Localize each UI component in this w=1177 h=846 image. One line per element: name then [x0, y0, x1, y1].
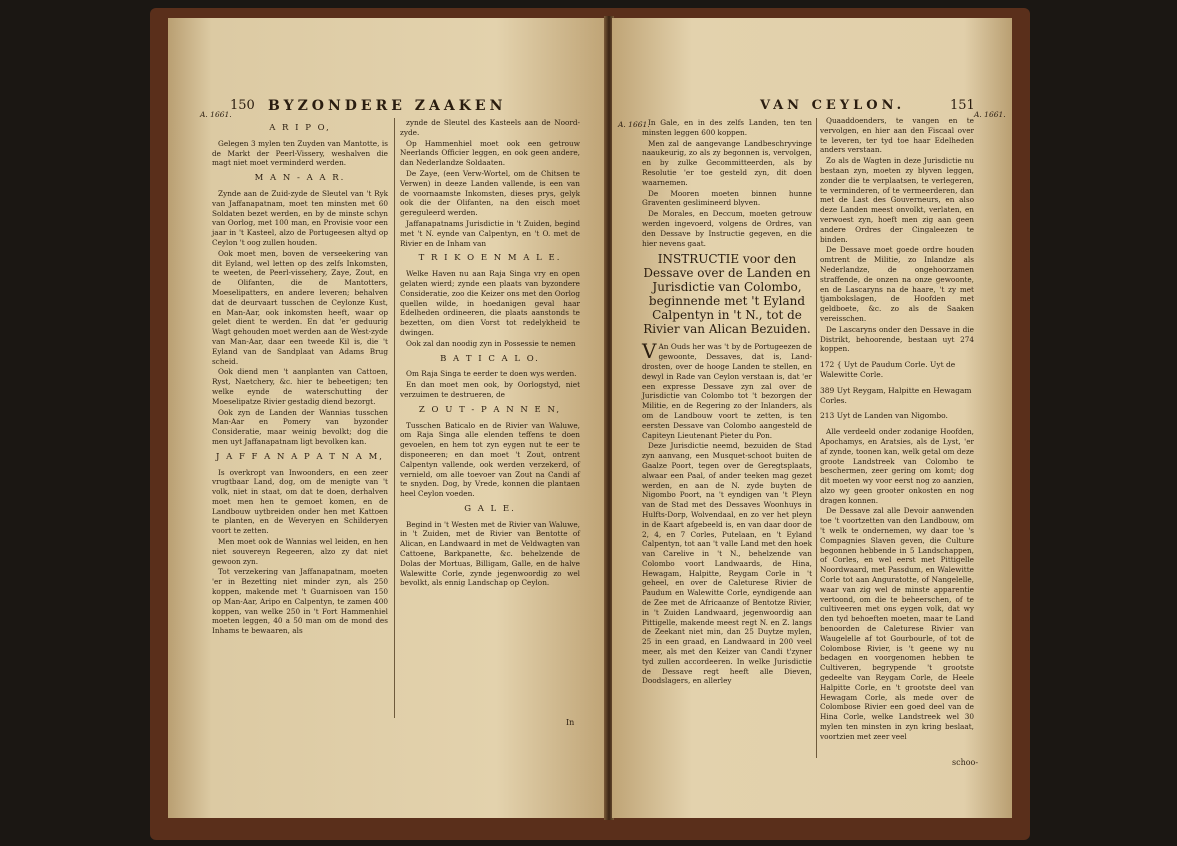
list-item: 213 Uyt de Landen van Nigombo. [820, 411, 948, 421]
section-heading: J A F F A N A P A T N A M, [216, 451, 384, 462]
column-divider-right [816, 118, 817, 758]
paragraph: Ook zal dan noodig zyn in Possessie te nemen [406, 338, 576, 348]
section-heading: M A N - A A R. [254, 173, 346, 184]
list-item: 172 { Uyt de Paudum Corle. Uyt de Walewitte Corle. [820, 360, 956, 379]
paragraph: zynde de Sleutel des Kasteels aan de Noord-zyde. [400, 118, 580, 137]
right-page-header: VAN CEYLON. [760, 98, 906, 113]
right-column-1 [642, 118, 812, 687]
right-year-note-left: A. 1661. [618, 120, 650, 129]
paragraph: Alle verdeeld onder zodanige Hoofden, Apochamys, en Aratsies, als de Lyst, 'er af zynde, toonen kan, welk getal om deze groote Landstreek van Colombo te beschermen, zeer gering om komt; dog dit moeten wy voor eerst nog zo aanzien, alzo wy geen grooter onkosten en nog dragen konnen. [820, 427, 974, 505]
left-page-header: BYZONDERE ZAAKEN [268, 98, 507, 114]
left-column-2 [400, 118, 580, 589]
paragraph: Welke Haven nu aan Raja Singa vry en open gelaten wierd; zynde een plaats van byzondere Consideratie, zoo die Keizer ons met den Oorlog quellen wilde, in hoedanigen geval haar Edelheden ordineeren, die plaats aanstonds te bezetten, om dien Vorst tot redelykheid te dwingen. [400, 269, 580, 337]
paragraph-text: An Ouds her was 't by de Portugeezen de gewoonte, Dessaves, dat is, Land-drosten, over de hooge Landen te stellen, en dewyl in Rade van Ceylon verstaan is, dat 'er een expresse Dessave zyn zal over de Jurisdictie van Colombo tot 't bezorgen der Militie, en de Regering zo der Inlanders, als om de Landbouw voort te zetten, is ten eersten Dessave van Colombo aangesteld de Capiteyn Lieutenant Pieter du Pon. [642, 342, 812, 440]
section-heading: G A L E. [464, 503, 516, 514]
section-heading: A R I P O, [269, 123, 331, 133]
drop-cap: V [642, 339, 657, 364]
left-page [168, 18, 606, 818]
left-catchword: In [566, 718, 575, 727]
paragraph: Ook diend men 't aanplanten van Cattoen, Ryst, Naetchery, &c. hier te bebeetigen; ten welke eynde de waterschutting der Moeselipatze Rivier gestadig diend bezorgt. [212, 367, 388, 406]
list-item: 389 Uyt Reygam, Halpitte en Hewagam Corles. [820, 385, 972, 405]
paragraph: Tusschen Baticalo en de Rivier van Waluwe, om Raja Singa alle elenden teffens te doen gevoelen, en hem tot zyn eygen nut te eer te disponeeren; en dan moet 't Zout, ontrent Calpentyn vallende, ook werden verzekerd, of vernield, om alle toevoer van Zout na Candi af te snyden. Dog, by Vrede, konnen die plantaen heel Ceylon voeden. [400, 420, 580, 499]
paragraph: Gelegen 3 mylen ten Zuyden van Mantotte, is de Markt der Peerl-Vissery, weshalven die magt niet moet verminderd werden. [212, 138, 388, 168]
instruction-title: INSTRUCTIE voor den Dessave over de Landen en Jurisdictie van Colombo, beginnende met 't Eyland Calpentyn in 't N., tot de Rivier van Alican Bezuiden. [643, 252, 811, 337]
paragraph: Deze Jurisdictie neemd, bezuiden de Stad zyn aanvang, een Musquet-schoot buiten de Gaalze Poort, tegen over de Geregtsplaats, alwaar een Paal, of ander teeken mag gezet werden, en aan de N. zyde buyten de Nigombo Poort, na 't eyndigen van 't Pleyn van de Stad met des Dessaves Woonhuys in Hulfts-Dorp, Wolvendaal, en zo ver het pleyn in de Kaart afgebeeld is, en van daar door de 2, 4, en 7 Corles, Putelaan, en 't Eyland Calpentyn, tot aan 't valle Land met den hoek van Carelive in 't N., behelzende van Colombo voort Landwaards, de Hina, Hewagam, Halpitte, Reygam Corle in 't geheel, en over de Caleturese Rivier de Paudum en Walewitte Corle, eyndigende aan de Zee met de Africaanze of Bentotze Rivier, in 't Zuiden Landwaard, jegenwoordig aan Pittigelle, makende meest regt N. en Z. langs de Zeekant niet min, dan 25 Duytze mylen, 25 in een graad, en Landwaard in 200 veel meer, als met den Keizer van Candi t'zyner tyd zullen accordeeren. In welke Jurisdictie de Dessave regt heeft alle Dieven, Doodslagers, en allerley [642, 441, 812, 686]
paragraph: De Morales, en Deccum, moeten getrouw werden ingevoerd, volgens de Ordres, van den Dessave by Instructie gegeven, en die hier nevens gaat. [642, 209, 812, 248]
paragraph: De Dessave zal alle Devoir aanwenden toe 't voortzetten van den Landbouw, om 't welk te ondernemen, wy daar toe 's Compagnies Slaven geven, die Culture begonnen hebbende in 5 Landschappen, of Corles, en wel eerst met Pittigelle Noordwaard, met Passdum, en Walewitte Corle tot aan Anguratotte, of Nangelelle, waar van zig wel de minste apparentie vertoond, om die te beheerschen, of te cultiveeren met ons eygen volk, dat wy den tyd behoeften moeten, maar te Land benoorden de Caleturese Rivier van Waugelelle af tot Gourbourle, of tot de Colombose Rivier, is 't geene wy nu bedagen en voorgenomen hebben te Cultiveren, begrypende 't grootste gedeelte van Reygam Corle, de Heele Halpitte Corle, en 't grootste deel van Hewagam Corle, als mede over de Colombose Rivier een goed deel van de Hina Corle, welke Landstreek wel 30 mylen ten minsten in zyn kring beslaat, voortzien met zeer veel [820, 506, 974, 741]
paragraph: Men zal de aangevange Landbeschryvinge naaukeurig, zo als zy begonnen is, vervolgen, en by zulke Gecommitteerden, als by Resolutie 'er toe gesteld zyn, dit doen waarnemen. [642, 138, 812, 187]
paragraph: Zynde aan de Zuid-zyde de Sleutel van 't Ryk van Jaffanapatnam, moet ten minsten met 60 Soldaten bezet werden, en by de minste schyn van Oorlog, met 100 man, en Provisie voor een jaar in 't Kasteel, alzo de Portugeesen altyd op Ceylon 't oog zullen houden. [212, 188, 388, 247]
paragraph: Begind in 't Westen met de Rivier van Waluwe, in 't Zuiden, met de Rivier van Bentotte of Alican, en Landwaard in met de Veldwagten van Cattoene, Barkpanette, &c. behelzende de Dolas der Mortuas, Billigam, Galle, en de halve Walewitte Corle, zynde jegenwoordig zo wel bevolkt, als ennig Landschap op Ceylon. [400, 519, 580, 588]
paragraph: De Mooren moeten binnen hunne Graventen geslimineerd blyven. [642, 188, 812, 208]
left-column-1 [212, 118, 388, 637]
paragraph: Ook zyn de Landen der Wannias tusschen Man-Aar en Pomery van byzonder Consideratie, maar weinig bevolkt; dog die men uyt Jaffanapatnam ligt bevolken kan. [212, 407, 388, 446]
paragraph: Zo als de Wagten in deze Jurisdictie nu bestaan zyn, moeten zy blyven leggen, zonder die te verplaatsen, te verlegeren, te verminderen, of te vermeerderen, dan met de Last des Gouverneurs, en also deze Landen meest onvolkt, verlaten, en verwoest zyn, hoeft men zig aan geen andere Ordres der Cingaleezen te binden. [820, 156, 974, 244]
right-catchword: schoo- [952, 758, 979, 767]
paragraph: Is overkropt van Inwoonders, en een zeer vrugtbaar Land, dog, om de menigte van 't volk, niet in staat, om dat te doen, derhalven moet men hen te gemoet komen, en de Landbouw uytbreiden onder hen met Kattoen te planten, en de Weveryen en Schilderyen voort te zetten. [212, 467, 388, 536]
paragraph: De Lascaryns onder den Dessave in die Distrikt, behoorende, bestaan uyt 274 koppen. [820, 324, 974, 354]
right-column-2 [820, 116, 974, 743]
paragraph: Tot verzekering van Jaffanapatnam, moeten 'er in Bezetting niet minder zyn, als 250 koppen, makende met 't Guarnisoen van 150 op Man-Aar, Aripo en Calpentyn, te zamen 400 koppen, van welke 250 in 't Fort Hammenhiel moeten leggen, 40 a 50 man om de mond des Inhams te bewaaren, als [212, 567, 388, 636]
left-page-number: 150 [230, 98, 255, 113]
paragraph: En dan moet men ook, by Oorlogstyd, niet verzuimen te destrueren, de [400, 380, 580, 399]
right-page [612, 18, 1012, 818]
paragraph: De Dessave moet goede ordre houden omtrent de Militie, zo Inlandze als Nederlandze, de ongehoorzamen straffende, de onzen na onze gewoonte, en de Lascaryns na de haare, 't zy met tjambokslagen, de Hoofden met geldboete, &c. zo als de Saaken vereisschen. [820, 245, 974, 323]
paragraph [642, 339, 812, 440]
section-heading: T R I K O E N M A L E. [418, 253, 562, 264]
section-heading: B A T I C A L O. [440, 353, 540, 364]
paragraph: In Gale, en in des zelfs Landen, ten ten minsten leggen 600 koppen. [642, 118, 812, 137]
paragraph: Men moet ook de Wannias wel leiden, en hen niet souvereyn Regeeren, alzo zy dat niet gewoon zyn. [212, 537, 388, 566]
paragraph: Jaffanapatnams Jurisdictie in 't Zuiden, begind met 't N. eynde van Calpentyn, en 't O. met de Rivier en de Inham van [400, 218, 580, 248]
right-year-note-right: A. 1661. [974, 110, 1006, 119]
paragraph: De Zaye, (een Verw-Wortel, om de Chitsen te Verwen) in deeze Landen vallende, is een van de voornaamste Inkomsten, dieses prys, gelyk ook die der Olifanten, na den eisch moet gereguleerd werden. [400, 168, 580, 218]
paragraph: Om Raja Singa te eerder te doen wys werden. [406, 369, 577, 379]
right-page-number: 151 [950, 98, 975, 113]
section-heading: Z O U T - P A N N E N, [418, 404, 562, 415]
paragraph: Ook moet men, boven de verseekering van dit Eyland, wel letten op des zelfs Inkomsten, te weeten, de Peerl-vissehery, Zaye, Zout, en de Olifanten, die de Mantotters, Moeselipatters, en andere leveren; behalven dat de deurvaart tusschen de Ceylonze Kust, en Man-Aar, ook inkomsten heeft, waar op gelet dient te werden. En dat 'er geduurig Wagt gehouden moet werden aan de West-zyde van Man-Aar, daar een tweede Kil is, die 't Eyland van de Sandplaat van Adams Brug scheid. [212, 248, 388, 366]
left-year-note: A. 1661. [200, 110, 232, 119]
paragraph: Op Hammenhiel moet ook een getrouw Neerlands Officier leggen, en ook geen andere, dan Nederlandze Soldaaten. [400, 138, 580, 168]
paragraph: Quaaddoenders, te vangen en te vervolgen, en hier aan den Fiscaal over te leveren, ter tyd toe haar Edelheden anders verstaan. [820, 116, 974, 155]
column-divider [394, 118, 395, 718]
